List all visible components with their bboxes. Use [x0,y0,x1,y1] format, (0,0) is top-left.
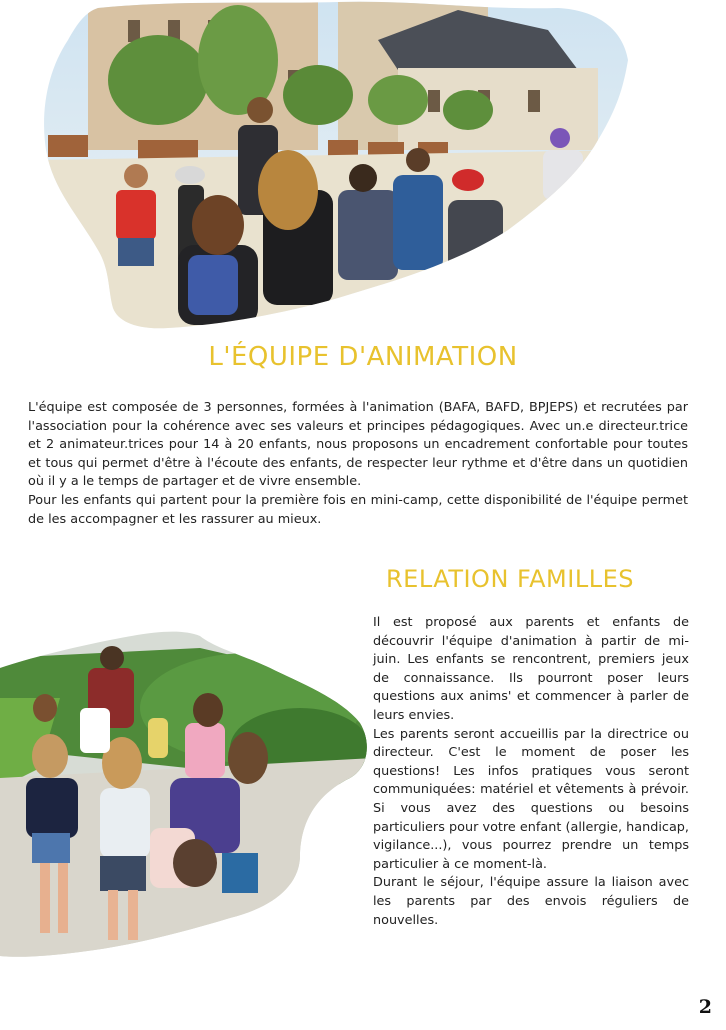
team-heading: L'ÉQUIPE D'ANIMATION [208,342,518,372]
families-description [373,614,689,930]
team-paragraph-2: Pour les enfants qui partent pour la première fois en mini-camp, cette disponibilité de l'équipe permet de les accompagner et les rassurer au mieux. [28,492,688,527]
families-paragraph-3: Durant le séjour, l'équipe assure la liaison avec les parents par des envois réguliers de nouvelles. [373,875,689,928]
courtyard-photo [38,0,630,330]
families-heading: RELATION FAMILLES [386,565,634,593]
families-paragraph-2: Les parents seront accueillis par la directrice ou directeur. C'est le moment de poser les questions! Les infos pratiques vous seront communiquées: matériel et vêtements à prévoir. Si vous avez des questions ou besoins particuliers pour votre enfant (allergie, handicap, vigilance...), vous pourrez prendre un temps particulier à ce moment-là. [373,726,689,872]
page-number: 2 [698,996,712,1018]
team-paragraph-1: L'équipe est composée de 3 personnes, formées à l'animation (BAFA, BAFD, BPJEPS) et recrutées par l'association pour la cohérence avec ses valeurs et principes pédagogiques. Avec un.e directeur.trice et 2 animateur.trices pour 14 à 20 enfants, nous proposons un encadrement confortable pour toutes et tous qui permet d'être à l'écoute des enfants, de respecter leur rythme et d'être dans un quotidien où il y a le temps de partager et de vivre ensemble. [28,400,688,490]
families-paragraph-1: Il est proposé aux parents et enfants de découvrir l'équipe d'animation à partir de mi-juin. Les enfants se rencontrent, premiers jeux de connaissance. Ils pourront poser leurs questions aux anims' et commencer à parler de leurs envies. [373,615,689,723]
kids-playing-photo [0,628,375,958]
team-description [28,399,688,529]
